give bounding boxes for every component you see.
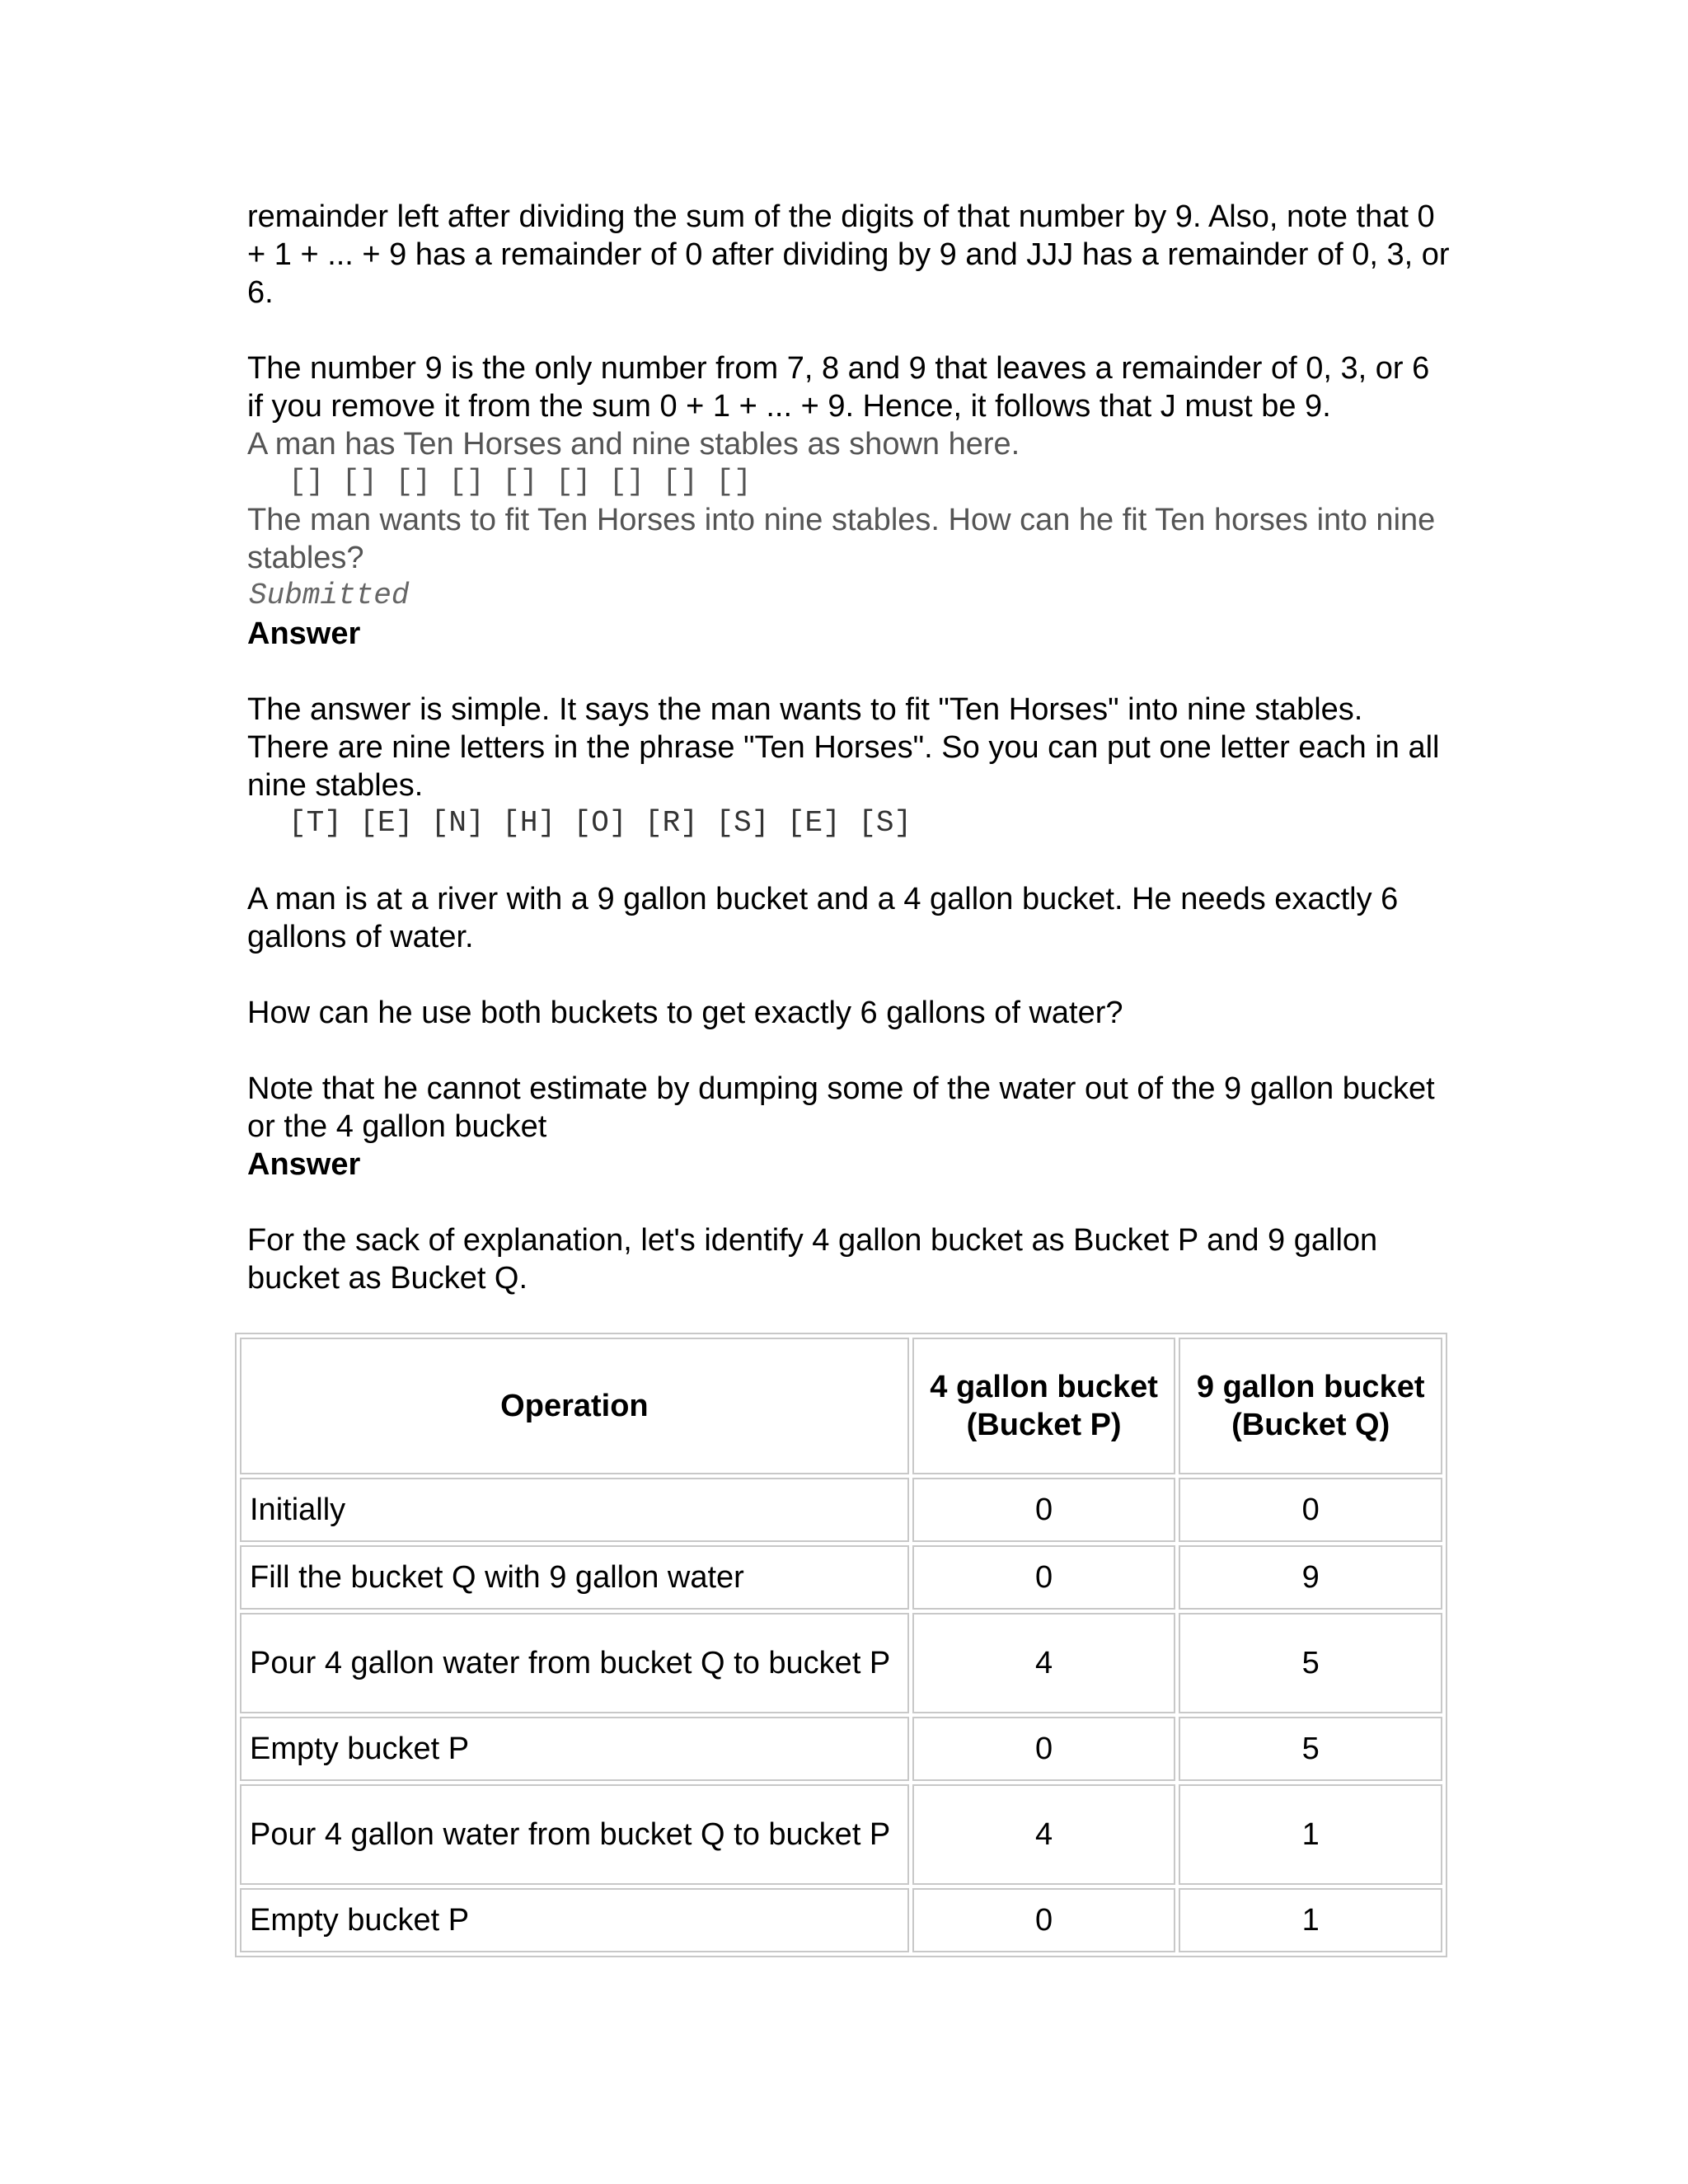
answer-heading-2: Answer bbox=[247, 1147, 361, 1182]
spacer bbox=[247, 1032, 1451, 1070]
paragraph-j-must-be-9: The number 9 is the only number from 7, 8 and 9 that leaves a remainder of 0, 3, or 6 if you remove it from the sum 0 + 1 + ... + 9. Hence, it follows that J must be 9. bbox=[247, 351, 1430, 424]
paragraph-horses-question: A man has Ten Horses and nine stables as shown here. bbox=[247, 427, 1020, 462]
submitted-label: Submitted bbox=[249, 579, 410, 612]
bucket-p-cell: 4 bbox=[912, 1784, 1176, 1885]
paragraph-bucket-question: How can he use both buckets to get exactly 6 gallons of water? bbox=[247, 996, 1123, 1030]
header-operation: Operation bbox=[240, 1338, 909, 1474]
table-row bbox=[240, 1717, 1442, 1781]
spacer bbox=[247, 312, 1451, 349]
empty-stables: [] [] [] [] [] [] [] [] [] bbox=[288, 465, 752, 499]
bucket-p-cell: 0 bbox=[912, 1478, 1176, 1542]
header-bucket-p: 4 gallon bucket (Bucket P) bbox=[912, 1338, 1176, 1474]
table-row bbox=[240, 1478, 1442, 1542]
paragraph-horses-answer: The answer is simple. It says the man wants to fit "Ten Horses" into nine stables. There are nine letters in the phrase "Ten Horses". So you can put one letter each in all nine stables. bbox=[247, 692, 1440, 803]
bucket-q-cell: 1 bbox=[1179, 1784, 1442, 1885]
bucket-operations-table bbox=[235, 1333, 1447, 1957]
operation-cell: Empty bucket P bbox=[240, 1717, 909, 1781]
filled-stables: [T] [E] [N] [H] [O] [R] [S] [E] [S] bbox=[288, 806, 912, 840]
document-body bbox=[247, 198, 1451, 1297]
operation-cell: Pour 4 gallon water from bucket Q to bucket P bbox=[240, 1613, 909, 1713]
table-row bbox=[240, 1613, 1442, 1713]
operation-cell: Fill the bucket Q with 9 gallon water bbox=[240, 1545, 909, 1610]
paragraph-bucket-problem: A man is at a river with a 9 gallon bucket and a 4 gallon bucket. He needs exactly 6 gallons of water. bbox=[247, 882, 1399, 954]
table-row bbox=[240, 1784, 1442, 1885]
bucket-q-cell: 1 bbox=[1179, 1888, 1442, 1952]
bucket-p-cell: 0 bbox=[912, 1545, 1176, 1610]
bucket-p-cell: 0 bbox=[912, 1888, 1176, 1952]
spacer bbox=[247, 956, 1451, 994]
operation-cell: Pour 4 gallon water from bucket Q to bucket P bbox=[240, 1784, 909, 1885]
bucket-q-cell: 0 bbox=[1179, 1478, 1442, 1542]
spacer bbox=[247, 653, 1451, 691]
bucket-p-cell: 4 bbox=[912, 1613, 1176, 1713]
table-row bbox=[240, 1888, 1442, 1952]
table-row bbox=[240, 1545, 1442, 1610]
spacer bbox=[247, 842, 1451, 880]
answer-heading-1: Answer bbox=[247, 616, 361, 651]
bucket-q-cell: 5 bbox=[1179, 1613, 1442, 1713]
header-bucket-q: 9 gallon bucket (Bucket Q) bbox=[1179, 1338, 1442, 1474]
paragraph-horses-fit-question: The man wants to fit Ten Horses into nine stables. How can he fit Ten horses into nine stables? bbox=[247, 503, 1436, 575]
bucket-q-cell: 9 bbox=[1179, 1545, 1442, 1610]
paragraph-bucket-explanation: For the sack of explanation, let's identify 4 gallon bucket as Bucket P and 9 gallon bucket as Bucket Q. bbox=[247, 1223, 1378, 1296]
operation-cell: Initially bbox=[240, 1478, 909, 1542]
spacer bbox=[247, 1183, 1451, 1221]
paragraph-bucket-note: Note that he cannot estimate by dumping some of the water out of the 9 gallon bucket or the 4 gallon bucket bbox=[247, 1071, 1435, 1144]
bucket-p-cell: 0 bbox=[912, 1717, 1176, 1781]
operation-cell: Empty bucket P bbox=[240, 1888, 909, 1952]
bucket-q-cell: 5 bbox=[1179, 1717, 1442, 1781]
paragraph-digit-sum: remainder left after dividing the sum of the digits of that number by 9. Also, note that 0 + 1 + ... + 9 has a remainder of 0 after dividing by 9 and JJJ has a remainder of 0, 3, or 6. bbox=[247, 199, 1450, 310]
table-header-row bbox=[240, 1338, 1442, 1474]
